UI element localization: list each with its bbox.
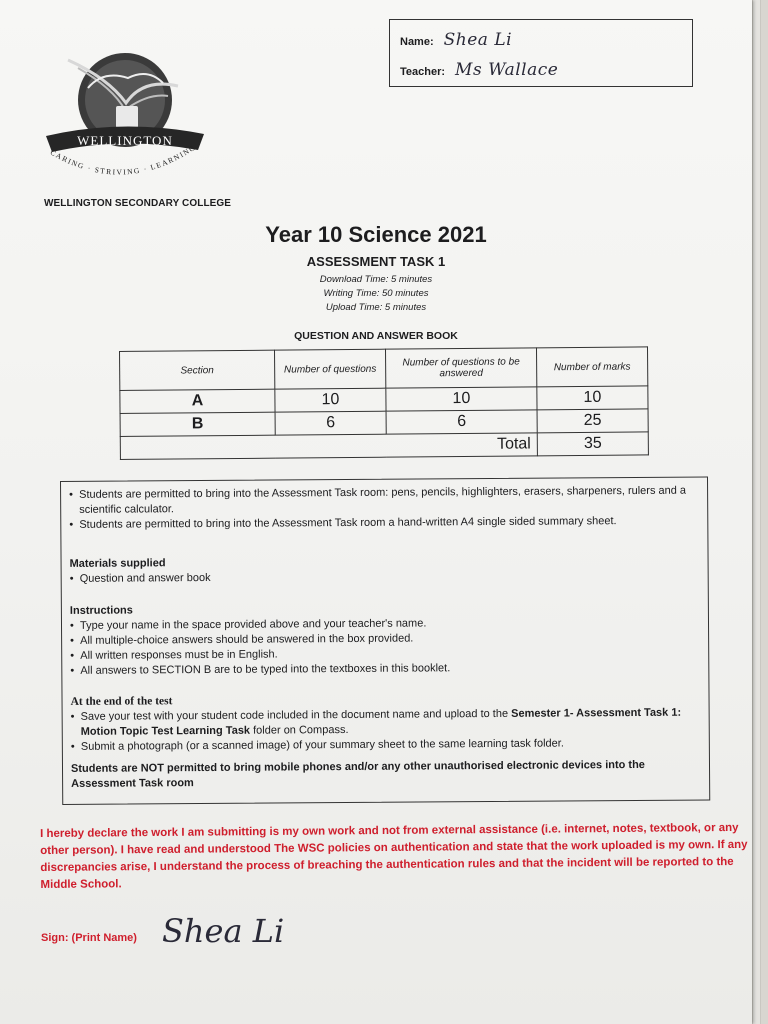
list-item: • Students are permitted to bring into the Assessment Task room: pens, pencils, highlighters, erasers, sharpeners, rulers and a scientific calculator.: [69, 484, 699, 518]
list-item: • Type your name in the space provided above and your teacher's name.: [70, 615, 700, 634]
permitted-list: [69, 484, 699, 533]
materials-list: [70, 568, 700, 587]
name-row: [400, 30, 512, 50]
section-a-marks: 10: [537, 386, 648, 410]
student-details-box: [389, 19, 693, 87]
section-a: A: [120, 389, 275, 413]
assessment-task-title: ASSESSMENT TASK 1: [306, 254, 446, 269]
logo-motto: CARING · STRIVING · LEARNING: [48, 142, 198, 177]
signature-value: Shea Li: [162, 912, 285, 950]
learning-task-name: Semester 1- Assessment Task 1: Motion Topic Test Learning Task: [80, 706, 682, 738]
section-a-questions: 10: [275, 388, 386, 412]
name-label: Name:: [400, 36, 434, 48]
section-b: B: [120, 412, 275, 436]
list-item: [71, 706, 701, 740]
table-total-row: [120, 432, 648, 460]
college-logo: [28, 48, 218, 198]
teacher-label: Teacher:: [400, 66, 446, 78]
header-section: Section: [120, 350, 275, 390]
header-num-questions: Number of questions: [274, 349, 385, 389]
page-title: Year 10 Science 2021: [265, 222, 487, 247]
download-time: Download Time: 5 minutes: [319, 274, 433, 285]
upload-time: Upload Time: 5 minutes: [325, 302, 427, 313]
instructions-box: [60, 476, 710, 805]
logo-banner-text: WELLINGTON: [77, 133, 173, 148]
end-of-test-heading: At the end of the test: [70, 695, 173, 708]
header-marks: Number of marks: [536, 347, 647, 387]
sign-label: Sign: (Print Name): [41, 932, 137, 944]
instructions-heading: Instructions: [69, 604, 133, 617]
end-of-test-list: [71, 706, 701, 755]
list-item: • All multiple-choice answers should be answered in the box provided.: [70, 630, 700, 649]
materials-heading: Materials supplied: [69, 557, 166, 570]
writing-time: Writing Time: 50 minutes: [323, 288, 429, 299]
back-sheet-edge-2: [760, 0, 768, 1024]
devices-warning: Students are NOT permitted to bring mobile phones and/or any other unauthorised electronic devices into the Assessment Task room: [70, 758, 645, 790]
upload-instruction-suffix: folder on Compass.: [250, 723, 349, 737]
total-value: 35: [537, 432, 648, 456]
sections-table: [119, 346, 649, 460]
list-item: • Submit a photograph (or a scanned image) of your summary sheet to the same learning task folder.: [71, 736, 701, 755]
book-label: QUESTION AND ANSWER BOOK: [294, 330, 458, 342]
header-to-answer: Number of questions to be answered: [385, 348, 536, 388]
section-b-marks: 25: [537, 409, 648, 433]
teacher-value: Ms Wallace: [455, 60, 559, 80]
upload-instruction-text: Save your test with your student code included in the document name and upload to the: [80, 707, 512, 723]
list-item: • All answers to SECTION B are to be typed into the textboxes in this booklet.: [70, 660, 700, 679]
list-item: • All written responses must be in English.: [70, 645, 700, 664]
table-header-row: [120, 347, 648, 391]
list-item: • Students are permitted to bring into the Assessment Task room a hand-written A4 single sided summary sheet.: [69, 514, 699, 533]
list-item: • Question and answer book: [70, 568, 700, 587]
section-b-questions: 6: [275, 411, 386, 435]
college-name: WELLINGTON SECONDARY COLLEGE: [44, 198, 232, 209]
name-value: Shea Li: [443, 30, 513, 50]
section-b-to-answer: 6: [386, 410, 537, 434]
authentication-declaration: I hereby declare the work I am submitting is my own work and not from external assistance (i.e. internet, notes, textbook, or any other person). I have read and understood The WSC policies on authentication and state that the work uploaded is my own. If any discrepancies arise, I understand the process of breaching the authentication rules and that the incident will be reported to the Middle School.: [40, 821, 748, 891]
teacher-row: [400, 60, 558, 80]
instructions-list: [70, 615, 700, 679]
section-a-to-answer: 10: [386, 387, 537, 411]
total-label: Total: [120, 433, 537, 460]
